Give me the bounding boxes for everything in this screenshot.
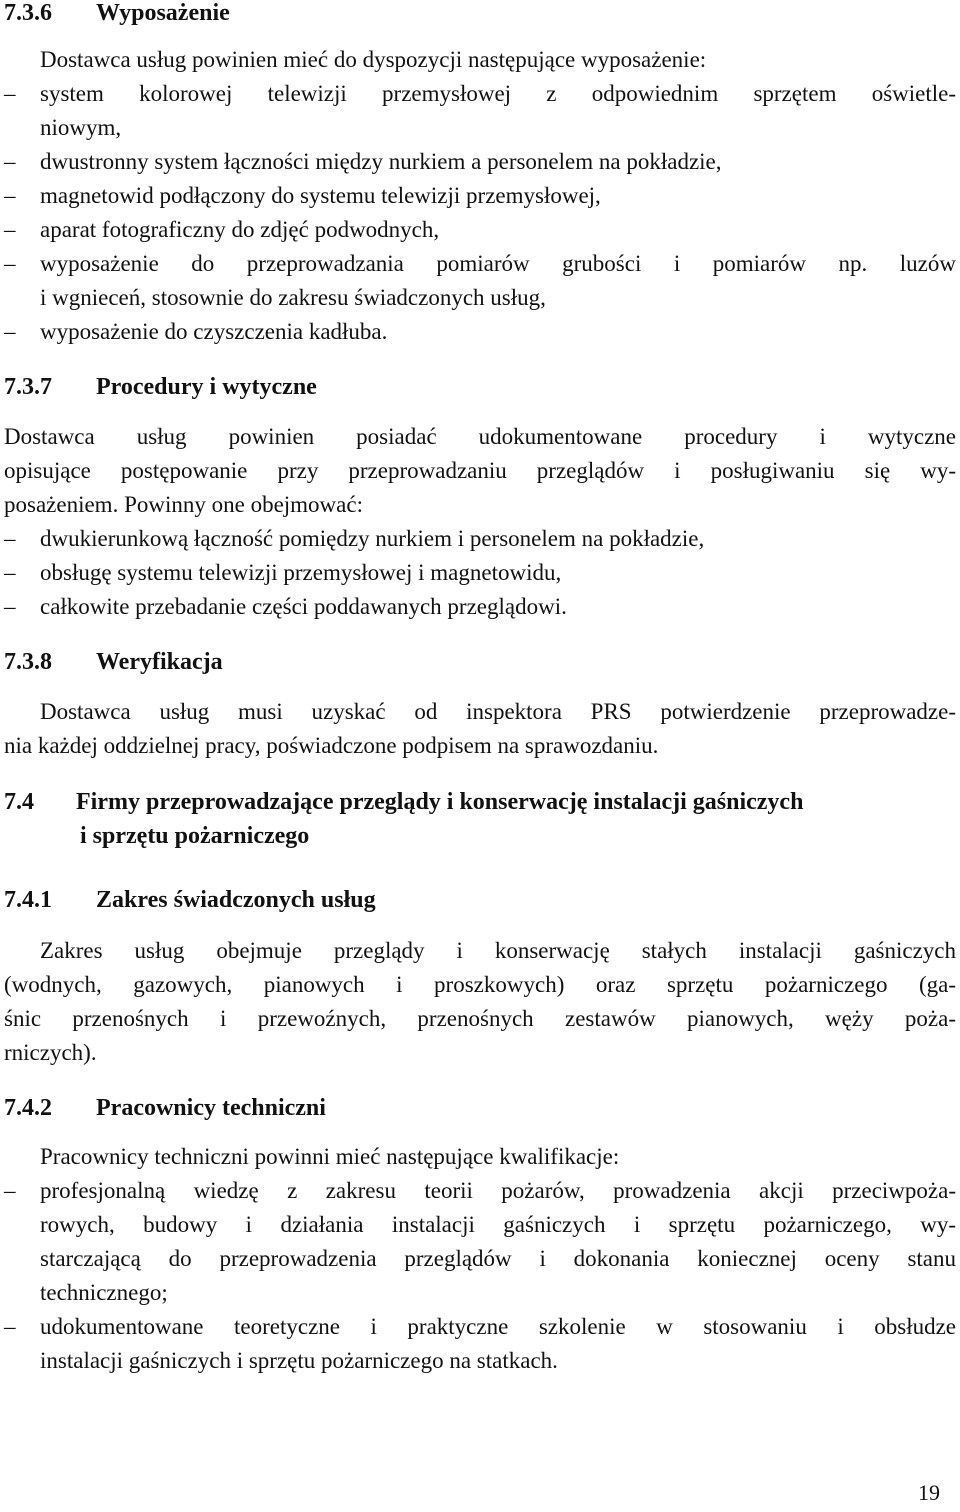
list-bullet: – <box>4 319 16 344</box>
paragraph-line: posażeniem. Powinny one obejmować: <box>4 492 363 517</box>
paragraph-line: opisujące postępowanie przy przeprowadzaniu przeglądów i posługiwaniu się wy- <box>4 458 956 483</box>
paragraph-line: Dostawca usług musi uzyskać od inspektora PRS potwierdzenie przeprowadze- <box>40 699 956 724</box>
list-item-line: niowym, <box>40 115 122 140</box>
list-bullet: – <box>4 1314 16 1339</box>
list-item-line: magnetowid podłączony do systemu telewizji przemysłowej, <box>40 183 601 208</box>
list-item-line: dwukierunkową łączność pomiędzy nurkiem i personelem na pokładzie, <box>40 526 705 551</box>
list-bullet: – <box>4 594 16 619</box>
list-item-line: technicznego; <box>40 1280 168 1305</box>
list-item-line: wyposażenie do czyszczenia kadłuba. <box>40 319 388 344</box>
paragraph-line: Dostawca usług powinien mieć do dyspozycji następujące wyposażenie: <box>40 47 707 72</box>
heading-title: Zakres świadczonych usług <box>96 887 376 913</box>
heading-7-4-1 <box>4 883 376 917</box>
paragraph-line: rniczych). <box>4 1040 97 1065</box>
heading-title: Wyposażenie <box>96 0 230 26</box>
paragraph-line: (wodnych, gazowych, pianowych i proszkowych) oraz sprzętu pożarniczego (ga- <box>4 972 956 997</box>
list-bullet: – <box>4 149 16 174</box>
heading-7-4-2 <box>4 1091 326 1125</box>
list-item-line: dwustronny system łączności między nurkiem a personelem na pokładzie, <box>40 149 722 174</box>
list-bullet: – <box>4 251 16 276</box>
list-item-line: system kolorowej telewizji przemysłowej z odpowiednim sprzętem oświetle- <box>40 81 956 106</box>
list-item-line: profesjonalną wiedzę z zakresu teorii pożarów, prowadzenia akcji przeciwpoża- <box>40 1178 956 1203</box>
list-bullet: – <box>4 1178 16 1203</box>
heading-number: 7.4.1 <box>4 887 52 913</box>
heading-7-4 <box>4 785 804 849</box>
list-item-line: udokumentowane teoretyczne i praktyczne szkolenie w stosowaniu i obsłudze <box>40 1314 956 1339</box>
list-item-line: starczającą do przeprowadzenia przeglądów i dokonania koniecznej oceny stanu <box>40 1246 956 1271</box>
heading-title-continued: i sprzętu pożarniczego <box>80 823 310 849</box>
list-item-line: całkowite przebadanie części poddawanych przeglądowi. <box>40 594 567 619</box>
paragraph-line: nia każdej oddzielnej pracy, poświadczone podpisem na sprawozdaniu. <box>4 733 659 758</box>
heading-7-3-6 <box>4 0 230 30</box>
heading-number: 7.4.2 <box>4 1095 52 1121</box>
paragraph-line: Dostawca usług powinien posiadać udokumentowane procedury i wytyczne <box>4 424 956 449</box>
list-bullet: – <box>4 81 16 106</box>
list-bullet: – <box>4 183 16 208</box>
list-bullet: – <box>4 560 16 585</box>
heading-title: Pracownicy techniczni <box>96 1095 326 1121</box>
list-bullet: – <box>4 526 16 551</box>
heading-7-3-7 <box>4 370 317 404</box>
paragraph-line: śnic przenośnych i przewoźnych, przenośnych zestawów pianowych, węży poża- <box>4 1006 956 1031</box>
list-item-line: obsługę systemu telewizji przemysłowej i magnetowidu, <box>40 560 562 585</box>
heading-number: 7.3.6 <box>4 0 52 26</box>
page-number: 19 <box>918 1480 940 1505</box>
heading-number: 7.4 <box>4 789 34 815</box>
list-item-line: wyposażenie do przeprowadzania pomiarów grubości i pomiarów np. luzów <box>40 251 956 276</box>
list-bullet: – <box>4 217 16 242</box>
paragraph-line: Pracownicy techniczni powinni mieć następujące kwalifikacje: <box>40 1144 620 1169</box>
list-item-line: i wgnieceń, stosownie do zakresu świadczonych usług, <box>40 285 546 310</box>
heading-title: Weryfikacja <box>96 649 223 675</box>
heading-7-3-8 <box>4 645 223 679</box>
heading-title: Procedury i wytyczne <box>96 374 317 400</box>
heading-number: 7.3.7 <box>4 374 52 400</box>
list-item-line: instalacji gaśniczych i sprzętu pożarniczego na statkach. <box>40 1348 558 1373</box>
paragraph-line: Zakres usług obejmuje przeglądy i konserwację stałych instalacji gaśniczych <box>40 938 956 963</box>
list-item-line: aparat fotograficzny do zdjęć podwodnych, <box>40 217 440 242</box>
heading-title: Firmy przeprowadzające przeglądy i konserwację instalacji gaśniczych <box>76 789 804 815</box>
list-item-line: rowych, budowy i działania instalacji gaśniczych i sprzętu pożarniczego, wy- <box>40 1212 956 1237</box>
heading-number: 7.3.8 <box>4 649 52 675</box>
